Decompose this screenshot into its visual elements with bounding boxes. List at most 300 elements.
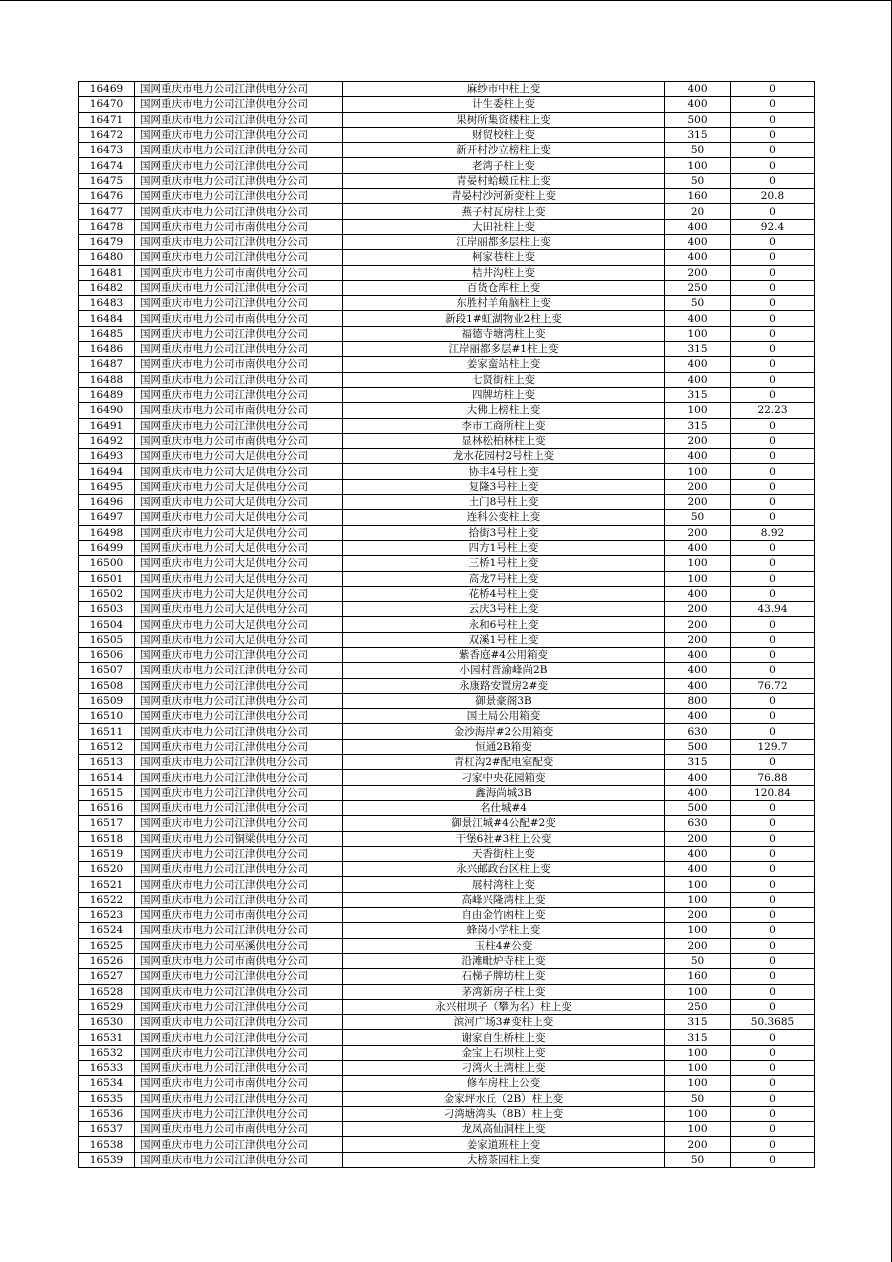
transformer-name-cell: 新开村沙立榜柱上变 <box>343 143 665 158</box>
transformer-name-cell: 土门8号柱上变 <box>343 495 665 510</box>
value-cell: 0 <box>731 1106 815 1121</box>
row-id-cell: 16529 <box>79 999 135 1014</box>
value-cell: 0 <box>731 158 815 173</box>
row-id-cell: 16522 <box>79 892 135 907</box>
capacity-cell: 200 <box>665 525 731 540</box>
table-row <box>79 617 815 632</box>
company-cell: 国网重庆市电力公司市南供电分公司 <box>135 403 343 418</box>
capacity-cell: 500 <box>665 800 731 815</box>
row-id-cell: 16539 <box>79 1152 135 1167</box>
capacity-cell: 100 <box>665 464 731 479</box>
value-cell: 120.84 <box>731 785 815 800</box>
company-cell: 国网重庆市电力公司大足供电分公司 <box>135 602 343 617</box>
company-cell: 国网重庆市电力公司江津供电分公司 <box>135 97 343 112</box>
transformer-name-cell: 滨河广场3#变柱上变 <box>343 1015 665 1030</box>
company-cell: 国网重庆市电力公司江津供电分公司 <box>135 724 343 739</box>
row-id-cell: 16520 <box>79 862 135 877</box>
company-cell: 国网重庆市电力公司市南供电分公司 <box>135 433 343 448</box>
capacity-cell: 200 <box>665 632 731 647</box>
capacity-cell: 630 <box>665 724 731 739</box>
company-cell: 国网重庆市电力公司江津供电分公司 <box>135 158 343 173</box>
transformer-name-cell: 刁湾塘湾头（8B）柱上变 <box>343 1106 665 1121</box>
value-cell: 76.88 <box>731 770 815 785</box>
table-row <box>79 908 815 923</box>
capacity-cell: 100 <box>665 892 731 907</box>
capacity-cell: 50 <box>665 1091 731 1106</box>
transformer-name-cell: 金家坪水丘（2B）柱上变 <box>343 1091 665 1106</box>
company-cell: 国网重庆市电力公司大足供电分公司 <box>135 464 343 479</box>
value-cell: 92.4 <box>731 219 815 234</box>
row-id-cell: 16537 <box>79 1122 135 1137</box>
table-row <box>79 525 815 540</box>
table-row <box>79 938 815 953</box>
value-cell: 0 <box>731 571 815 586</box>
company-cell: 国网重庆市电力公司江津供电分公司 <box>135 862 343 877</box>
row-id-cell: 16492 <box>79 433 135 448</box>
row-id-cell: 16496 <box>79 495 135 510</box>
table-row <box>79 693 815 708</box>
row-id-cell: 16503 <box>79 602 135 617</box>
transformer-name-cell: 御景豪阁3B <box>343 693 665 708</box>
transformer-name-cell: 金宝上石坝柱上变 <box>343 1045 665 1060</box>
transformer-name-cell: 永和6号柱上变 <box>343 617 665 632</box>
table-body <box>79 82 815 1168</box>
company-cell: 国网重庆市电力公司江津供电分公司 <box>135 647 343 662</box>
transformer-name-cell: 谢家自生桥柱上变 <box>343 1030 665 1045</box>
capacity-cell: 100 <box>665 556 731 571</box>
table-row <box>79 97 815 112</box>
transformer-name-cell: 麻纱市中柱上变 <box>343 82 665 97</box>
company-cell: 国网重庆市电力公司江津供电分公司 <box>135 693 343 708</box>
transformer-name-cell: 福德寺塘湾柱上变 <box>343 326 665 341</box>
transformer-name-cell: 财贸校柱上变 <box>343 127 665 142</box>
row-id-cell: 16482 <box>79 280 135 295</box>
row-id-cell: 16523 <box>79 908 135 923</box>
row-id-cell: 16493 <box>79 449 135 464</box>
company-cell: 国网重庆市电力公司大足供电分公司 <box>135 510 343 525</box>
value-cell: 0 <box>731 724 815 739</box>
table-row <box>79 739 815 754</box>
value-cell: 0 <box>731 923 815 938</box>
transformer-name-cell: 龙凤高仙洞柱上变 <box>343 1122 665 1137</box>
company-cell: 国网重庆市电力公司江津供电分公司 <box>135 984 343 999</box>
capacity-cell: 100 <box>665 1122 731 1137</box>
table-row <box>79 1030 815 1045</box>
row-id-cell: 16536 <box>79 1106 135 1121</box>
value-cell: 0 <box>731 647 815 662</box>
transformer-name-cell: 拾街3号柱上变 <box>343 525 665 540</box>
capacity-cell: 500 <box>665 739 731 754</box>
table-row <box>79 571 815 586</box>
row-id-cell: 16497 <box>79 510 135 525</box>
company-cell: 国网重庆市电力公司江津供电分公司 <box>135 785 343 800</box>
value-cell: 0 <box>731 1030 815 1045</box>
table-row <box>79 449 815 464</box>
value-cell: 0 <box>731 1091 815 1106</box>
capacity-cell: 315 <box>665 1015 731 1030</box>
capacity-cell: 200 <box>665 831 731 846</box>
transformer-name-cell: 青晏村沙河新变柱上变 <box>343 189 665 204</box>
table-row <box>79 1106 815 1121</box>
capacity-cell: 100 <box>665 923 731 938</box>
transformer-name-cell: 永兴柑坝子（攀为名）柱上变 <box>343 999 665 1014</box>
row-id-cell: 16470 <box>79 97 135 112</box>
row-id-cell: 16532 <box>79 1045 135 1060</box>
table-row <box>79 540 815 555</box>
transformer-name-cell: 国土局公用箱变 <box>343 709 665 724</box>
transformer-name-cell: 新段1#虹湖物业2柱上变 <box>343 311 665 326</box>
value-cell: 0 <box>731 495 815 510</box>
capacity-cell: 400 <box>665 862 731 877</box>
table-row <box>79 984 815 999</box>
transformer-name-cell: 小园村晋渝峰尚2B <box>343 663 665 678</box>
table-row <box>79 479 815 494</box>
value-cell: 0 <box>731 1152 815 1167</box>
capacity-cell: 50 <box>665 296 731 311</box>
transformer-name-cell: 显林松柏林柱上变 <box>343 433 665 448</box>
table-row <box>79 173 815 188</box>
value-cell: 0 <box>731 831 815 846</box>
capacity-cell: 50 <box>665 1152 731 1167</box>
table-row <box>79 862 815 877</box>
value-cell: 20.8 <box>731 189 815 204</box>
table-row <box>79 923 815 938</box>
company-cell: 国网重庆市电力公司江津供电分公司 <box>135 999 343 1014</box>
transformer-name-cell: 桔井沟柱上变 <box>343 265 665 280</box>
capacity-cell: 400 <box>665 709 731 724</box>
table-row <box>79 1061 815 1076</box>
transformer-name-cell: 东胜村羊角脑柱上变 <box>343 296 665 311</box>
table-row <box>79 999 815 1014</box>
value-cell: 0 <box>731 862 815 877</box>
row-id-cell: 16473 <box>79 143 135 158</box>
value-cell: 0 <box>731 479 815 494</box>
value-cell: 0 <box>731 326 815 341</box>
transformer-name-cell: 刁湾火土湾柱上变 <box>343 1061 665 1076</box>
row-id-cell: 16538 <box>79 1137 135 1152</box>
value-cell: 129.7 <box>731 739 815 754</box>
value-cell: 0 <box>731 311 815 326</box>
transformer-name-cell: 七贤街柱上变 <box>343 372 665 387</box>
value-cell: 50.3685 <box>731 1015 815 1030</box>
value-cell: 0 <box>731 433 815 448</box>
company-cell: 国网重庆市电力公司市南供电分公司 <box>135 357 343 372</box>
capacity-cell: 315 <box>665 418 731 433</box>
company-cell: 国网重庆市电力公司江津供电分公司 <box>135 678 343 693</box>
row-id-cell: 16501 <box>79 571 135 586</box>
capacity-cell: 400 <box>665 663 731 678</box>
table-row <box>79 403 815 418</box>
row-id-cell: 16495 <box>79 479 135 494</box>
transformer-name-cell: 鑫海尚城3B <box>343 785 665 800</box>
table-row <box>79 953 815 968</box>
table-row <box>79 112 815 127</box>
company-cell: 国网重庆市电力公司市南供电分公司 <box>135 908 343 923</box>
table-row <box>79 709 815 724</box>
page-top-border <box>0 0 892 1</box>
company-cell: 国网重庆市电力公司江津供电分公司 <box>135 770 343 785</box>
value-cell: 0 <box>731 755 815 770</box>
company-cell: 国网重庆市电力公司江津供电分公司 <box>135 1045 343 1060</box>
capacity-cell: 400 <box>665 785 731 800</box>
capacity-cell: 315 <box>665 755 731 770</box>
table-row <box>79 418 815 433</box>
capacity-cell: 200 <box>665 908 731 923</box>
table-row <box>79 296 815 311</box>
table-row <box>79 250 815 265</box>
capacity-cell: 200 <box>665 495 731 510</box>
table-row <box>79 1137 815 1152</box>
company-cell: 国网重庆市电力公司江津供电分公司 <box>135 1030 343 1045</box>
capacity-cell: 315 <box>665 1030 731 1045</box>
company-cell: 国网重庆市电力公司江津供电分公司 <box>135 877 343 892</box>
row-id-cell: 16502 <box>79 586 135 601</box>
value-cell: 0 <box>731 82 815 97</box>
value-cell: 0 <box>731 250 815 265</box>
row-id-cell: 16528 <box>79 984 135 999</box>
capacity-cell: 200 <box>665 265 731 280</box>
row-id-cell: 16519 <box>79 846 135 861</box>
value-cell: 0 <box>731 617 815 632</box>
capacity-cell: 50 <box>665 173 731 188</box>
capacity-cell: 630 <box>665 816 731 831</box>
table-row <box>79 265 815 280</box>
transformer-name-cell: 展村湾柱上变 <box>343 877 665 892</box>
company-cell: 国网重庆市电力公司市南供电分公司 <box>135 219 343 234</box>
capacity-cell: 500 <box>665 112 731 127</box>
row-id-cell: 16508 <box>79 678 135 693</box>
company-cell: 国网重庆市电力公司江津供电分公司 <box>135 1061 343 1076</box>
company-cell: 国网重庆市电力公司大足供电分公司 <box>135 571 343 586</box>
capacity-cell: 100 <box>665 326 731 341</box>
company-cell: 国网重庆市电力公司市南供电分公司 <box>135 265 343 280</box>
transformer-name-cell: 御景江城#4公配#2变 <box>343 816 665 831</box>
row-id-cell: 16525 <box>79 938 135 953</box>
row-id-cell: 16509 <box>79 693 135 708</box>
value-cell: 0 <box>731 112 815 127</box>
company-cell: 国网重庆市电力公司江津供电分公司 <box>135 663 343 678</box>
company-cell: 国网重庆市电力公司大足供电分公司 <box>135 495 343 510</box>
table-row <box>79 892 815 907</box>
row-id-cell: 16491 <box>79 418 135 433</box>
row-id-cell: 16469 <box>79 82 135 97</box>
company-cell: 国网重庆市电力公司市南供电分公司 <box>135 1076 343 1091</box>
capacity-cell: 20 <box>665 204 731 219</box>
row-id-cell: 16514 <box>79 770 135 785</box>
company-cell: 国网重庆市电力公司江津供电分公司 <box>135 800 343 815</box>
value-cell: 0 <box>731 449 815 464</box>
value-cell: 0 <box>731 908 815 923</box>
value-cell: 8.92 <box>731 525 815 540</box>
capacity-cell: 315 <box>665 342 731 357</box>
row-id-cell: 16506 <box>79 647 135 662</box>
transformer-name-cell: 青杠沟2#配电室配变 <box>343 755 665 770</box>
value-cell: 0 <box>731 1045 815 1060</box>
table-row <box>79 204 815 219</box>
row-id-cell: 16485 <box>79 326 135 341</box>
transformer-name-cell: 江岸丽都多层柱上变 <box>343 234 665 249</box>
table-row <box>79 127 815 142</box>
transformer-table <box>78 81 815 1168</box>
company-cell: 国网重庆市电力公司江津供电分公司 <box>135 892 343 907</box>
transformer-name-cell: 复隆3号柱上变 <box>343 479 665 494</box>
row-id-cell: 16474 <box>79 158 135 173</box>
company-cell: 国网重庆市电力公司江津供电分公司 <box>135 923 343 938</box>
row-id-cell: 16489 <box>79 387 135 402</box>
transformer-name-cell: 李市工商所柱上变 <box>343 418 665 433</box>
transformer-name-cell: 燕子村瓦房柱上变 <box>343 204 665 219</box>
value-cell: 0 <box>731 632 815 647</box>
capacity-cell: 250 <box>665 999 731 1014</box>
table-row <box>79 1076 815 1091</box>
company-cell: 国网重庆市电力公司江津供电分公司 <box>135 127 343 142</box>
capacity-cell: 400 <box>665 647 731 662</box>
row-id-cell: 16535 <box>79 1091 135 1106</box>
value-cell: 0 <box>731 953 815 968</box>
transformer-name-cell: 计生委柱上变 <box>343 97 665 112</box>
capacity-cell: 400 <box>665 449 731 464</box>
company-cell: 国网重庆市电力公司大足供电分公司 <box>135 525 343 540</box>
transformer-name-cell: 天香街柱上变 <box>343 846 665 861</box>
table-row <box>79 326 815 341</box>
value-cell: 0 <box>731 97 815 112</box>
transformer-name-cell: 大佛上榜柱上变 <box>343 403 665 418</box>
value-cell: 0 <box>731 280 815 295</box>
value-cell: 0 <box>731 800 815 815</box>
value-cell: 0 <box>731 1137 815 1152</box>
value-cell: 0 <box>731 204 815 219</box>
company-cell: 国网重庆市电力公司大足供电分公司 <box>135 556 343 571</box>
value-cell: 0 <box>731 693 815 708</box>
transformer-name-cell: 玉柱4#公变 <box>343 938 665 953</box>
capacity-cell: 100 <box>665 1045 731 1060</box>
table-row <box>79 770 815 785</box>
transformer-name-cell: 四牌坊柱上变 <box>343 387 665 402</box>
value-cell: 0 <box>731 556 815 571</box>
table-row <box>79 433 815 448</box>
transformer-name-cell: 老湾子柱上变 <box>343 158 665 173</box>
value-cell: 0 <box>731 1076 815 1091</box>
transformer-name-cell: 修车房柱上公变 <box>343 1076 665 1091</box>
company-cell: 国网重庆市电力公司江津供电分公司 <box>135 326 343 341</box>
row-id-cell: 16524 <box>79 923 135 938</box>
capacity-cell: 100 <box>665 1061 731 1076</box>
table-row <box>79 387 815 402</box>
transformer-name-cell: 江岸丽都多层#1柱上变 <box>343 342 665 357</box>
value-cell: 0 <box>731 1061 815 1076</box>
company-cell: 国网重庆市电力公司江津供电分公司 <box>135 234 343 249</box>
transformer-name-cell: 石梯子牌坊柱上变 <box>343 969 665 984</box>
transformer-name-cell: 大榜茶园柱上变 <box>343 1152 665 1167</box>
capacity-cell: 50 <box>665 953 731 968</box>
table-row <box>79 1091 815 1106</box>
capacity-cell: 315 <box>665 387 731 402</box>
row-id-cell: 16498 <box>79 525 135 540</box>
value-cell: 0 <box>731 143 815 158</box>
capacity-cell: 400 <box>665 97 731 112</box>
table-row <box>79 877 815 892</box>
row-id-cell: 16518 <box>79 831 135 846</box>
table-row <box>79 1015 815 1030</box>
table-row <box>79 280 815 295</box>
transformer-name-cell: 龙水花园村2号柱上变 <box>343 449 665 464</box>
transformer-name-cell: 蜂岗小学柱上变 <box>343 923 665 938</box>
company-cell: 国网重庆市电力公司大足供电分公司 <box>135 632 343 647</box>
company-cell: 国网重庆市电力公司江津供电分公司 <box>135 1091 343 1106</box>
company-cell: 国网重庆市电力公司铜梁供电分公司 <box>135 831 343 846</box>
transformer-name-cell: 永康路安置房2#变 <box>343 678 665 693</box>
company-cell: 国网重庆市电力公司江津供电分公司 <box>135 280 343 295</box>
transformer-name-cell: 刁家中央花园箱变 <box>343 770 665 785</box>
table-row <box>79 556 815 571</box>
transformer-name-cell: 连科公变柱上变 <box>343 510 665 525</box>
value-cell: 0 <box>731 846 815 861</box>
row-id-cell: 16483 <box>79 296 135 311</box>
company-cell: 国网重庆市电力公司江津供电分公司 <box>135 82 343 97</box>
transformer-name-cell: 高峰兴隆湾柱上变 <box>343 892 665 907</box>
row-id-cell: 16484 <box>79 311 135 326</box>
transformer-name-cell: 姜家道班柱上变 <box>343 1137 665 1152</box>
table-row <box>79 189 815 204</box>
transformer-name-cell: 永兴邮政台区柱上变 <box>343 862 665 877</box>
value-cell: 0 <box>731 877 815 892</box>
value-cell: 22.23 <box>731 403 815 418</box>
capacity-cell: 100 <box>665 877 731 892</box>
value-cell: 0 <box>731 173 815 188</box>
table-row <box>79 357 815 372</box>
transformer-name-cell: 金沙海岸#2公用箱变 <box>343 724 665 739</box>
capacity-cell: 200 <box>665 617 731 632</box>
row-id-cell: 16475 <box>79 173 135 188</box>
company-cell: 国网重庆市电力公司江津供电分公司 <box>135 1152 343 1167</box>
value-cell: 0 <box>731 510 815 525</box>
capacity-cell: 800 <box>665 693 731 708</box>
company-cell: 国网重庆市电力公司江津供电分公司 <box>135 739 343 754</box>
table-row <box>79 464 815 479</box>
row-id-cell: 16480 <box>79 250 135 265</box>
row-id-cell: 16487 <box>79 357 135 372</box>
transformer-name-cell: 自由金竹凼柱上变 <box>343 908 665 923</box>
company-cell: 国网重庆市电力公司江津供电分公司 <box>135 204 343 219</box>
table-row <box>79 372 815 387</box>
value-cell: 0 <box>731 938 815 953</box>
company-cell: 国网重庆市电力公司江津供电分公司 <box>135 372 343 387</box>
capacity-cell: 160 <box>665 189 731 204</box>
value-cell: 0 <box>731 357 815 372</box>
transformer-name-cell: 姜家蛮站柱上变 <box>343 357 665 372</box>
value-cell: 0 <box>731 296 815 311</box>
row-id-cell: 16513 <box>79 755 135 770</box>
value-cell: 0 <box>731 387 815 402</box>
capacity-cell: 200 <box>665 1137 731 1152</box>
capacity-cell: 200 <box>665 602 731 617</box>
company-cell: 国网重庆市电力公司江津供电分公司 <box>135 189 343 204</box>
table-row <box>79 602 815 617</box>
row-id-cell: 16472 <box>79 127 135 142</box>
value-cell: 0 <box>731 999 815 1014</box>
row-id-cell: 16515 <box>79 785 135 800</box>
table-row <box>79 158 815 173</box>
row-id-cell: 16500 <box>79 556 135 571</box>
row-id-cell: 16479 <box>79 234 135 249</box>
company-cell: 国网重庆市电力公司大足供电分公司 <box>135 479 343 494</box>
company-cell: 国网重庆市电力公司江津供电分公司 <box>135 846 343 861</box>
value-cell: 0 <box>731 969 815 984</box>
table-row <box>79 632 815 647</box>
company-cell: 国网重庆市电力公司大足供电分公司 <box>135 617 343 632</box>
row-id-cell: 16494 <box>79 464 135 479</box>
row-id-cell: 16477 <box>79 204 135 219</box>
